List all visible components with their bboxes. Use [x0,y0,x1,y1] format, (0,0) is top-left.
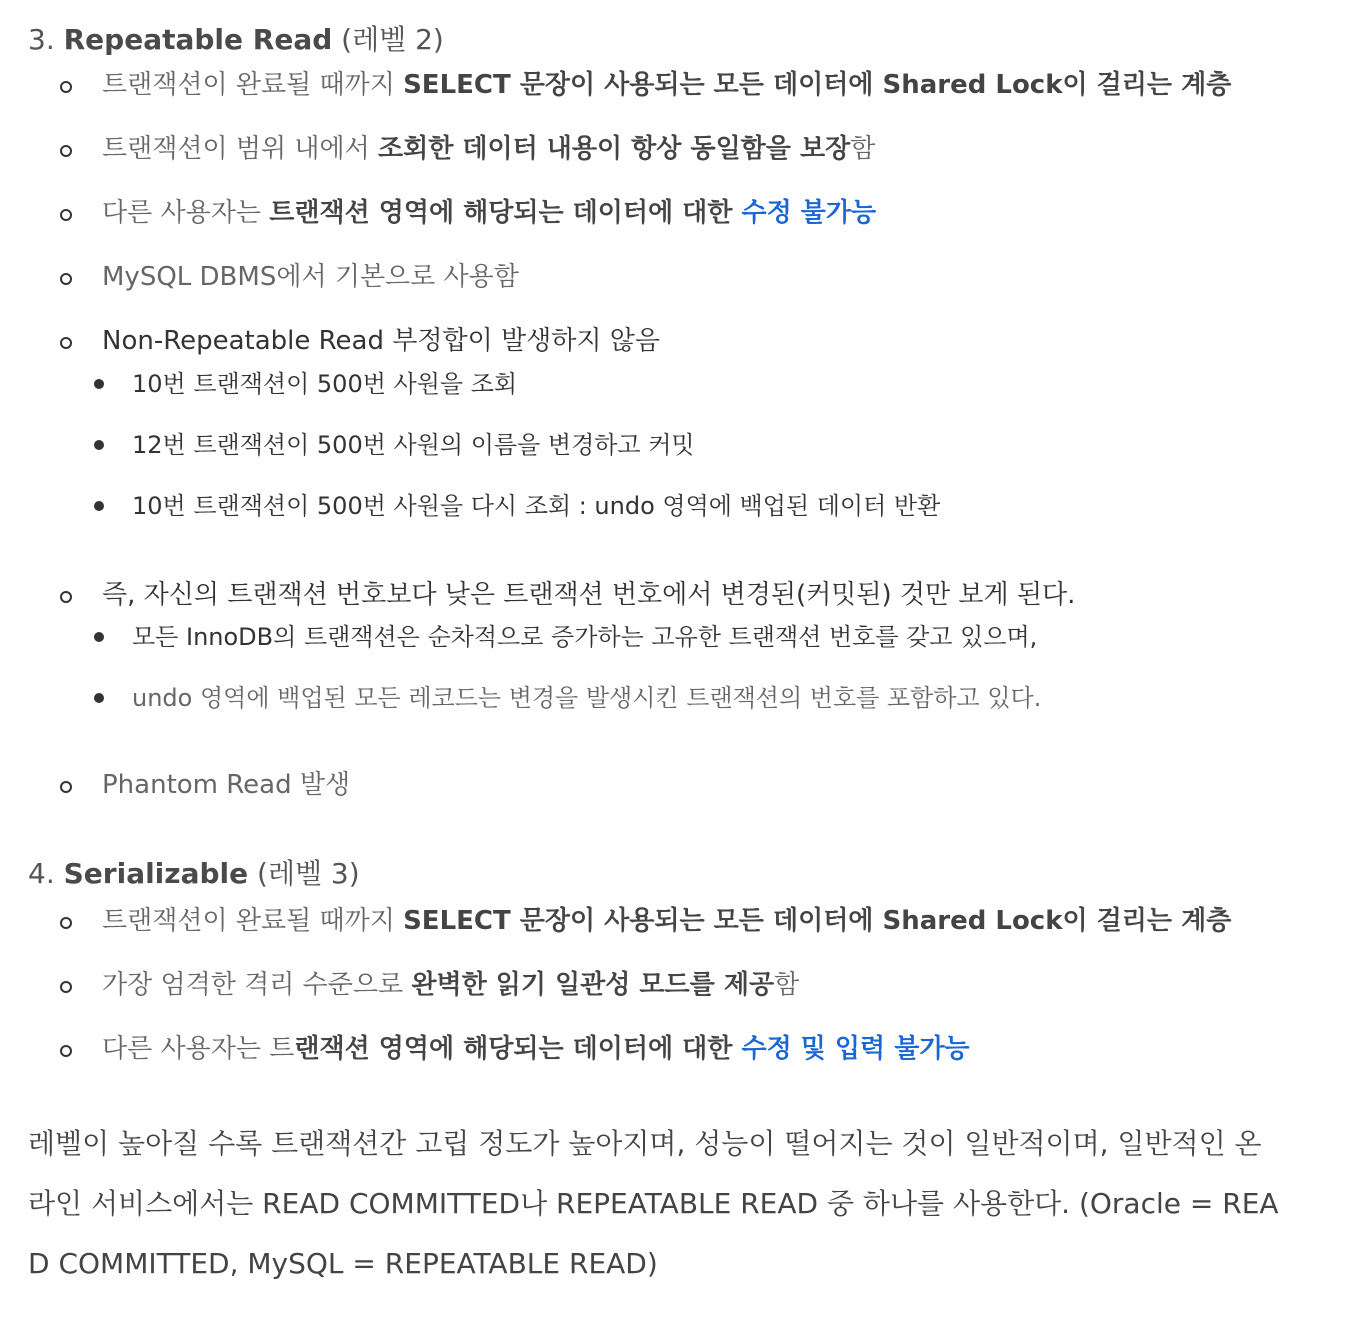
item-bold-text: 완벽한 읽기 일관성 모드를 제공 [411,970,775,1000]
item-text: 트랜잭션이 범위 내에서 [102,134,378,164]
item-bold-text: SELECT 문장이 사용되는 모든 데이터에 Shared Lock이 걸리는 계층 [403,70,1232,100]
section-heading-repeatable-read [28,22,444,58]
item-text: 즉, 자신의 트랜잭션 번호보다 낮은 트랜잭션 번호에서 변경된(커밋된) 것만 보게 된다. [102,580,1076,610]
summary-paragraph-line: 라인 서비스에서는 READ COMMITTED나 REPEATABLE READ 중 하나를 사용한다. (Oracle = REA [28,1187,1279,1220]
disc-bullet-icon [94,693,104,703]
item-text: 다른 사용자는 트 [102,1034,295,1064]
summary-paragraph-line: 레벨이 높아질 수록 트랜잭션간 고립 정도가 높아지며, 성능이 떨어지는 것이 일반적이며, 일반적인 온 [28,1127,1262,1160]
section-heading-serializable [28,856,360,892]
disc-bullet-icon [94,632,104,642]
section-number: 4. [28,857,55,890]
circle-bullet-icon [60,1045,72,1057]
section-number: 3. [28,23,55,56]
sub-list-item: 12번 트랜잭션이 500번 사원의 이름을 변경하고 커밋 [132,431,695,459]
highlight-link-text: 수정 및 입력 불가능 [741,1034,970,1064]
list-item [102,904,1231,938]
list-item [102,578,1075,612]
highlight-link-text: 수정 불가능 [741,198,877,228]
sub-list-item: undo 영역에 백업된 모든 레코드는 변경을 발생시킨 트랜잭션의 번호를 포함하고 있다. [132,684,1042,712]
sub-list-item: 10번 트랜잭션이 500번 사원을 다시 조회 : undo 영역에 백업된 데이터 반환 [132,492,941,520]
circle-bullet-icon [60,917,72,929]
section-level: (레벨 3) [257,857,360,890]
section-title: Repeatable Read [63,23,333,56]
circle-bullet-icon [60,273,72,285]
disc-bullet-icon [94,440,104,450]
circle-bullet-icon [60,209,72,221]
list-item [102,968,799,1002]
list-item [102,260,519,294]
list-item [102,132,875,166]
summary-paragraph-line: D COMMITTED, MySQL = REPEATABLE READ) [28,1247,658,1280]
disc-bullet-icon [94,501,104,511]
item-text: 다른 사용자는 [102,198,270,228]
item-text: 가장 엄격한 격리 수준으로 [102,970,412,1000]
list-item [102,68,1231,102]
item-bold-text: 트랜잭션 영역에 해당되는 데이터에 대한 [269,198,742,228]
circle-bullet-icon [60,781,72,793]
item-text: MySQL DBMS에서 기본으로 사용함 [102,262,519,292]
item-text: Phantom Read 발생 [102,770,351,800]
item-text: 트랜잭션이 완료될 때까지 [102,906,404,936]
circle-bullet-icon [60,981,72,993]
disc-bullet-icon [94,379,104,389]
list-item [102,196,876,230]
section-level: (레벨 2) [341,23,444,56]
section-title: Serializable [63,857,249,890]
item-bold-text: SELECT 문장이 사용되는 모든 데이터에 Shared Lock이 걸리는 계층 [403,906,1232,936]
sub-list-item: 모든 InnoDB의 트랜잭션은 순차적으로 증가하는 고유한 트랜잭션 번호를 갖고 있으며, [132,623,1038,651]
circle-bullet-icon [60,81,72,93]
item-text: 함 [850,134,876,164]
item-text: Non-Repeatable Read 부정합이 발생하지 않음 [102,326,660,356]
item-text: 함 [774,970,800,1000]
list-item [102,768,350,802]
circle-bullet-icon [60,145,72,157]
item-bold-text: 조회한 데이터 내용이 항상 동일함을 보장 [377,134,851,164]
list-item [102,324,660,358]
item-bold-text: 랜잭션 영역에 해당되는 데이터에 대한 [294,1034,742,1064]
list-item [102,1032,970,1066]
circle-bullet-icon [60,337,72,349]
item-text: 트랜잭션이 완료될 때까지 [102,70,404,100]
circle-bullet-icon [60,591,72,603]
sub-list-item: 10번 트랜잭션이 500번 사원을 조회 [132,370,518,398]
